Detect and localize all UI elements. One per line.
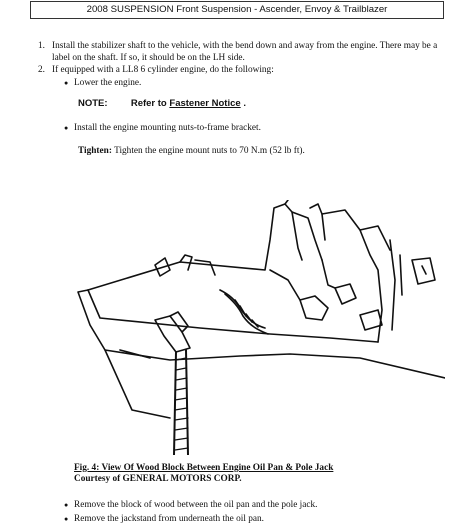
step-text-line: label on the shaft. If so, it should be on the LH side.: [52, 52, 245, 63]
list-item-text: Remove the jackstand from underneath the oil pan.: [74, 514, 265, 524]
step-2: [38, 65, 458, 77]
header-title: 2008 SUSPENSION Front Suspension - Ascender, Envoy & Trailblazer: [86, 4, 388, 15]
bullet-icon: ●: [64, 79, 69, 87]
engine-oil-pan-illustration: [60, 200, 445, 455]
list-item: [64, 78, 141, 90]
list-item: [64, 123, 261, 135]
figure-caption-credit: Courtesy of GENERAL MOTORS CORP.: [74, 474, 242, 484]
step-number: 2.: [38, 65, 45, 75]
note-callout: [78, 98, 246, 109]
tighten-label: Tighten:: [78, 146, 112, 156]
bullet-icon: ●: [64, 124, 69, 132]
note-prefix: Refer to: [130, 98, 167, 109]
list-item: [64, 500, 317, 512]
bullet-icon: ●: [64, 515, 69, 523]
list-item: [64, 514, 264, 526]
step-number: 1.: [38, 41, 45, 51]
tighten-text: Tighten the engine mount nuts to 70 N.m (52 lb ft).: [114, 146, 305, 156]
step-text-line: Install the stabilizer shaft to the vehicle, with the bend down and away from the engine. There may be a: [52, 41, 438, 51]
step-text-line: If equipped with a LL8 6 cylinder engine, do the following:: [52, 65, 274, 75]
note-label: NOTE:: [78, 98, 108, 109]
fastener-notice-link[interactable]: Fastener Notice: [169, 98, 241, 109]
bullet-icon: ●: [64, 501, 69, 509]
figure-caption-title: Fig. 4: View Of Wood Block Between Engine Oil Pan & Pole Jack: [74, 463, 334, 473]
list-item-text: Lower the engine.: [74, 78, 142, 88]
note-suffix: .: [243, 98, 246, 109]
step-1: [38, 41, 458, 64]
tighten-spec: [78, 146, 305, 156]
document-header: [30, 1, 444, 19]
figure-caption: [74, 463, 333, 485]
list-item-text: Install the engine mounting nuts-to-frame bracket.: [74, 123, 261, 133]
list-item-text: Remove the block of wood between the oil pan and the pole jack.: [74, 500, 318, 510]
